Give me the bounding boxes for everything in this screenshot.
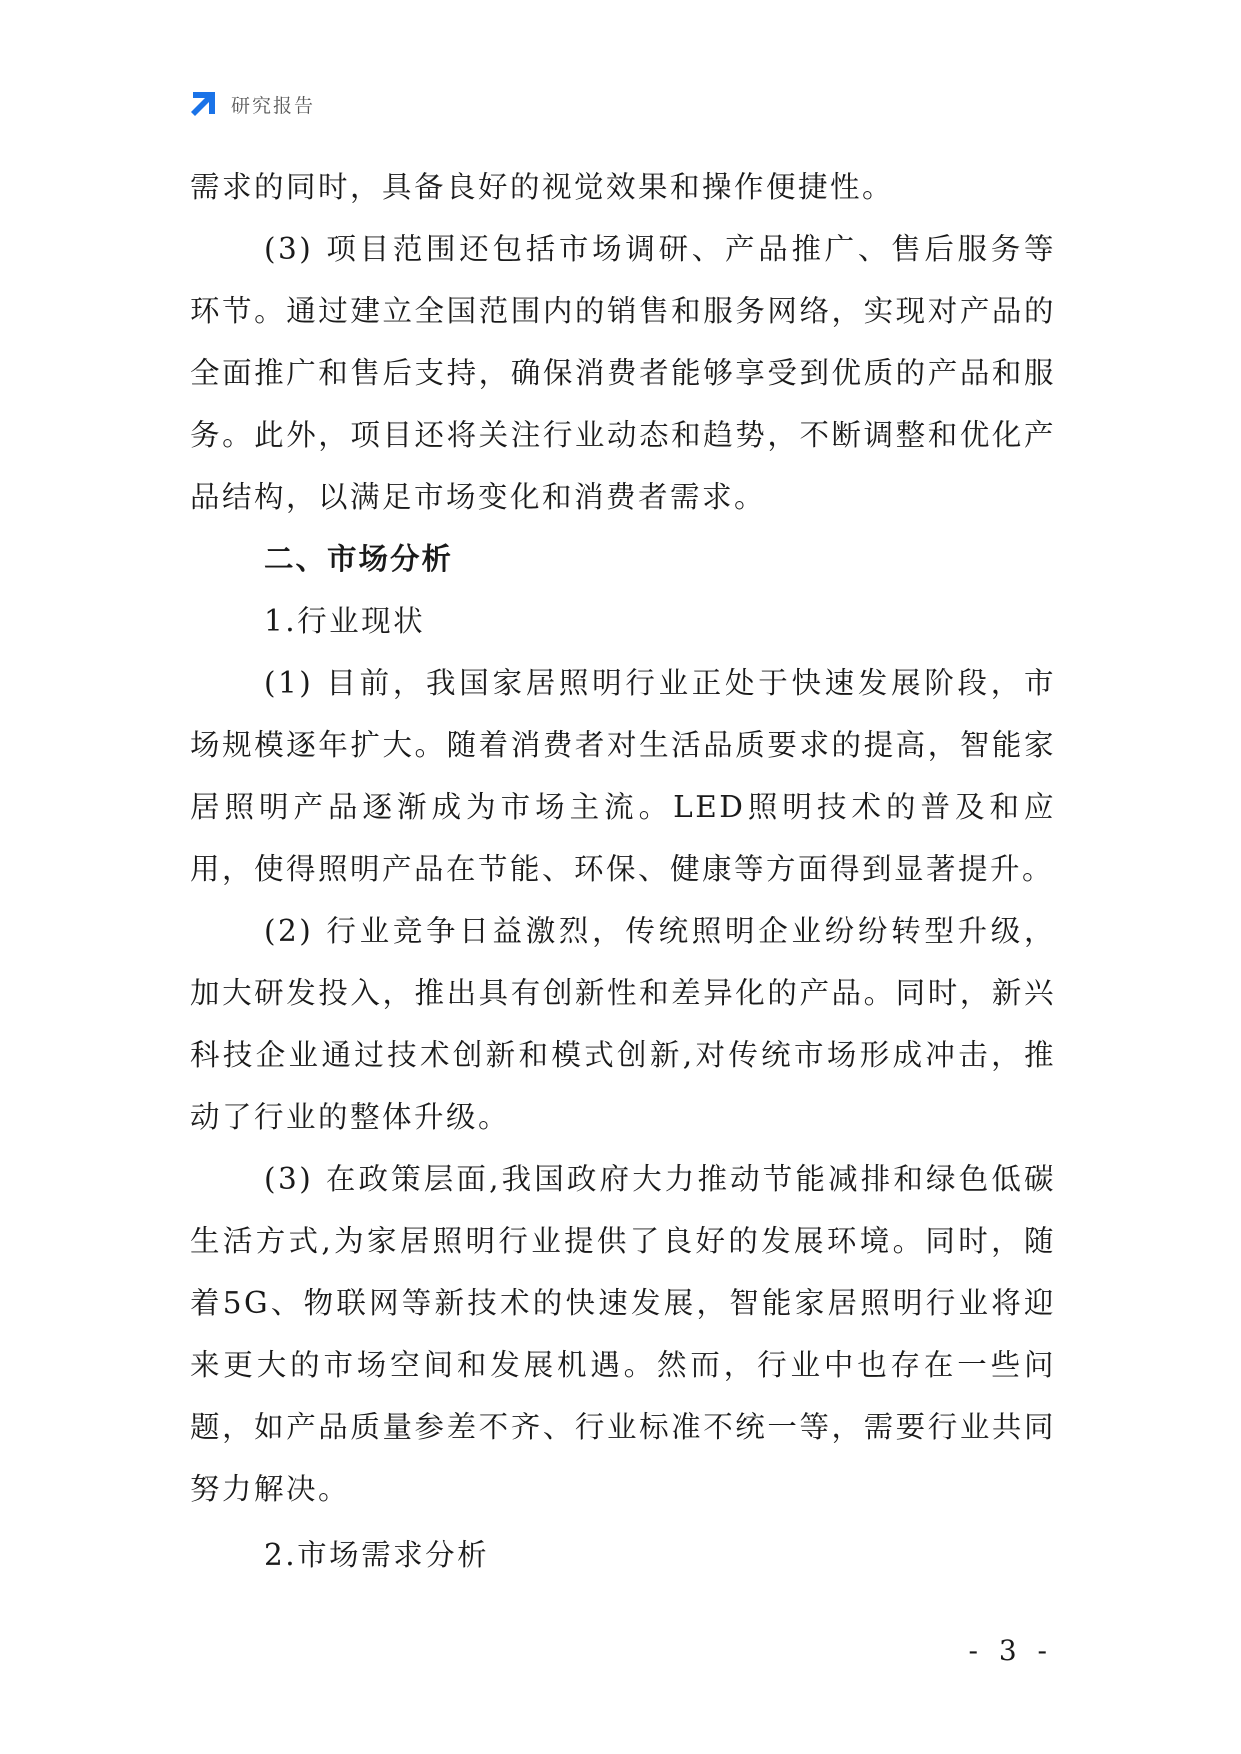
page-number: - 3 - (968, 1634, 1053, 1667)
paragraph-continuation: 需求的同时，具备良好的视觉效果和操作便捷性。 (190, 170, 895, 204)
paragraph-industry-status-3: (3) 在政策层面,我国政府大力推动节能减排和绿色低碳生活方式,为家居照明行业提供了良好的发展环境。同时，随着5G、物联网等新技术的快速发展，智能家居照明行业将迎来更大的市场空间和发展机遇。然而，行业中也存在一些问题，如产品质量参差不齐、行业标准不统一等，需要行业共同努力解决。 (190, 1162, 1056, 1506)
page-header (187, 86, 315, 122)
paragraph-project-scope: (3) 项目范围还包括市场调研、产品推广、售后服务等环节。通过建立全国范围内的销售和服务网络，实现对产品的全面推广和售后支持，确保消费者能够享受到优质的产品和服务。此外，项目还将关注行业动态和趋势，不断调整和优化产品结构，以满足市场变化和消费者需求。 (190, 232, 1056, 514)
sub-heading-industry-status: 1.行业现状 (264, 604, 426, 638)
paragraph-industry-status-1: (1) 目前，我国家居照明行业正处于快速发展阶段，市场规模逐年扩大。随着消费者对生活品质要求的提高，智能家居照明产品逐渐成为市场主流。LED照明技术的普及和应用，使得照明产品在节能、环保、健康等方面得到显著提升。 (190, 666, 1056, 886)
header-title: 研究报告 (231, 94, 316, 117)
section-heading-market-analysis: 二、市场分析 (264, 542, 454, 576)
arrow-logo-icon (187, 88, 219, 120)
document-body (190, 156, 1056, 1586)
paragraph-industry-status-2: (2) 行业竞争日益激烈，传统照明企业纷纷转型升级，加大研发投入，推出具有创新性和差异化的产品。同时，新兴科技企业通过技术创新和模式创新,对传统市场形成冲击，推动了行业的整体升级。 (190, 914, 1056, 1134)
sub-heading-market-demand: 2.市场需求分析 (264, 1538, 490, 1572)
